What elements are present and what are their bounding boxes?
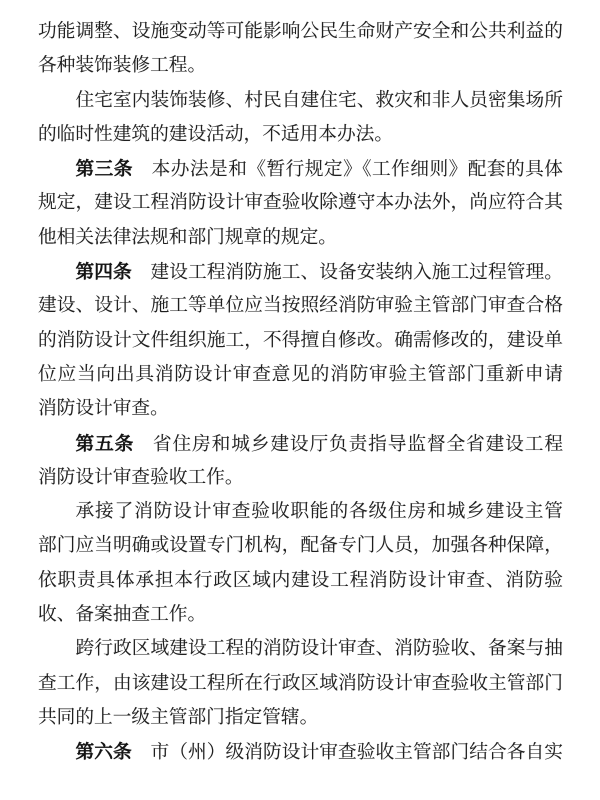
line-text: 住宅室内装饰装修、村民自建住宅、救灾和非人员密集场所 xyxy=(75,89,563,111)
text-line xyxy=(38,221,563,255)
text-line xyxy=(38,701,563,735)
line-text: 的临时性建筑的建设活动，不适用本办法。 xyxy=(38,123,394,145)
line-text: 位应当向出具消防设计审查意见的消防审验主管部门重新申请 xyxy=(38,363,563,385)
document-body xyxy=(38,15,563,770)
text-line xyxy=(38,186,563,220)
text-line xyxy=(38,564,563,598)
text-line xyxy=(38,495,563,529)
line-text: 省住房和城乡建设厅负责指导监督全省建设工程 xyxy=(152,433,564,455)
line-text: 规定，建设工程消防设计审查验收除遵守本办法外，尚应符合其 xyxy=(38,192,563,214)
article-number: 第三条 xyxy=(75,158,133,180)
line-text: 收、备案抽查工作。 xyxy=(38,604,207,626)
text-line xyxy=(38,461,563,495)
article-line xyxy=(38,152,563,186)
line-text: 跨行政区域建设工程的消防设计审查、消防验收、备案与抽 xyxy=(75,638,563,660)
text-line xyxy=(38,324,563,358)
line-text: 各种装饰装修工程。 xyxy=(38,55,207,77)
text-line xyxy=(38,118,563,152)
line-text: 建设工程消防施工、设备安装纳入施工过程管理。 xyxy=(150,262,563,284)
article-number: 第六条 xyxy=(75,741,132,763)
text-line xyxy=(38,632,563,666)
line-text: 本办法是和《暂行规定》《工作细则》配套的具体 xyxy=(151,159,563,181)
line-text: 他相关法律法规和部门规章的规定。 xyxy=(38,226,337,248)
text-line xyxy=(38,598,563,632)
text-line xyxy=(38,289,563,323)
article-number: 第五条 xyxy=(75,432,135,454)
line-text: 承接了消防设计审查验收职能的各级住房和城乡建设主管 xyxy=(75,501,563,523)
line-text: 消防设计审查验收工作。 xyxy=(38,466,244,488)
line-text: 查工作，由该建设工程所在行政区域消防设计审查验收主管部门 xyxy=(38,672,563,694)
line-text: 共同的上一级主管部门指定管辖。 xyxy=(38,706,319,728)
line-text: 部门应当明确或设置专门机构，配备专门人员，加强各种保障， xyxy=(38,535,563,557)
line-text: 依职责具体承担本行政区域内建设工程消防设计审查、消防验 xyxy=(38,569,563,591)
text-line xyxy=(38,15,563,49)
line-text: 消防设计审查。 xyxy=(38,398,169,420)
article-line xyxy=(38,255,563,289)
article-line xyxy=(38,735,563,769)
text-line xyxy=(38,84,563,118)
line-text: 的消防设计文件组织施工，不得擅自修改。确需修改的，建设单 xyxy=(38,329,563,351)
article-number: 第四条 xyxy=(75,261,132,283)
article-line xyxy=(38,427,563,461)
text-line xyxy=(38,49,563,83)
text-line xyxy=(38,358,563,392)
line-text: 功能调整、设施变动等可能影响公民生命财产安全和公共利益的 xyxy=(38,21,563,42)
text-line xyxy=(38,392,563,426)
text-line xyxy=(38,529,563,563)
line-text: 市（州）级消防设计审查验收主管部门结合各自实 xyxy=(150,742,563,764)
line-text: 建设、设计、施工等单位应当按照经消防审验主管部门审查合格 xyxy=(38,295,563,317)
text-line xyxy=(38,667,563,701)
